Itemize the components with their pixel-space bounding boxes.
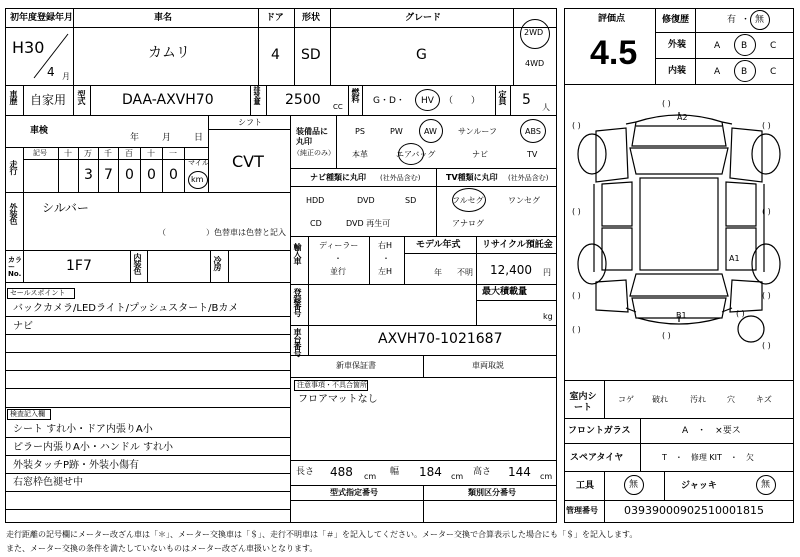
sales-point-line: バックカメラ/LEDライト/プッシュスタート/Bカメ — [13, 303, 239, 314]
max-load-unit: kg — [543, 312, 553, 321]
int-a: A — [714, 67, 721, 77]
repair-yes: 有 — [727, 15, 737, 25]
import-dot: ・ — [334, 254, 342, 263]
equip-airbag: エアバッグ — [396, 150, 436, 159]
jack-label: ジャッキ — [681, 481, 717, 491]
displacement-value: 2500 — [285, 92, 321, 108]
fuel-other: （ ） — [444, 96, 481, 106]
ext-c: C — [770, 41, 777, 51]
kind-label: 車歴 — [9, 90, 18, 104]
damage-a1-label: A1 — [729, 254, 740, 263]
chassis-label: 車台番号 — [293, 328, 302, 356]
svg-text:( ): ( ) — [662, 99, 671, 108]
displacement-label: 排気量 — [253, 86, 261, 104]
tools-value: 無 — [629, 480, 639, 490]
drive-2wd: 2WD — [524, 28, 544, 37]
exterior-color-value: シルバー — [42, 201, 89, 215]
model-year-unit: 年 — [434, 268, 442, 277]
equip-aw: AW — [424, 127, 437, 136]
fuel-hv: HV — [421, 96, 434, 106]
svg-text:( ): ( ) — [572, 207, 581, 216]
int-c: C — [770, 67, 777, 77]
ext-b: B — [741, 41, 748, 51]
digit-label-4: 十 — [147, 149, 155, 158]
tv-oneseg: ワンセグ — [508, 196, 540, 205]
tv-fullseg: フルセグ — [452, 196, 484, 205]
exterior-color-label: 外装色 — [9, 203, 18, 224]
recycle-label: リサイクル預託金 — [482, 240, 553, 250]
inspection-year-unit: 年 — [130, 133, 140, 143]
svg-text:( ): ( ) — [762, 207, 771, 216]
warranty-label: 新車保証書 — [336, 361, 376, 370]
seat-item: コゲ — [618, 395, 634, 404]
reg-month-value: 4 — [47, 65, 55, 79]
navi-type-label: ナビ種類に丸印 — [310, 173, 366, 182]
jack-value: 無 — [761, 480, 771, 490]
tools-label: 工具 — [576, 481, 595, 491]
damage-a2-label: A2 — [677, 113, 688, 122]
model-year-label: モデル年式 — [416, 240, 461, 250]
repair-no: 無 — [755, 15, 765, 25]
shift-label: シフト — [238, 118, 262, 127]
inspection-label: 車検 — [30, 126, 49, 136]
kind-value: 自家用 — [30, 93, 67, 107]
navi-hdd: HDD — [306, 196, 325, 205]
digit-label-5: 一 — [169, 149, 177, 158]
mileage-digit: 0 — [147, 167, 156, 183]
import-right-h: 右H — [378, 241, 393, 250]
width-label: 幅 — [390, 467, 400, 477]
shape-value: SD — [301, 47, 321, 63]
interior-color-label: 内装色 — [133, 253, 142, 274]
inspector-line: 右窓枠色褪せ中 — [13, 477, 83, 488]
tv-type-label: TV種類に丸印 — [446, 173, 498, 182]
digit-label-1: 万 — [84, 149, 92, 158]
mileage-digit: 7 — [104, 167, 113, 183]
max-load-label: 最大積載量 — [482, 287, 528, 297]
sales-point-label: セールスポイント — [10, 289, 66, 297]
model-year-unknown: 不明 — [457, 268, 473, 277]
km-unit: km — [191, 175, 204, 184]
svg-text:( ): ( ) — [572, 121, 581, 130]
repair-dot: ・ — [741, 15, 751, 25]
seat-item: 破れ — [652, 395, 668, 404]
class-num-label: 類別区分番号 — [468, 488, 516, 497]
import-label: 輸入車 — [293, 243, 302, 264]
equipment-sub: （純正のみ） — [293, 149, 335, 157]
inspection-month-unit: 月 — [162, 133, 172, 143]
capacity-label: 定員 — [498, 90, 507, 104]
seat-item: 汚れ — [690, 395, 706, 404]
equip-sunroof: サンルーフ — [458, 127, 497, 136]
import-dot: ・ — [382, 254, 390, 263]
reg-year-label: 初年度登録年月 — [10, 13, 74, 23]
score-value: 4.5 — [590, 34, 638, 72]
length-value: 488 — [330, 465, 353, 479]
footer-note-2: また、メーター交換の条件を満たしていないものはメーター改ざん車扱いとなります。 — [6, 544, 318, 553]
mileage-label: 走行 — [9, 160, 18, 174]
inspector-label: 検査記入欄 — [10, 410, 45, 418]
svg-text:( ): ( ) — [572, 291, 581, 300]
svg-text:( ): ( ) — [736, 309, 745, 318]
equip-tv: TV — [527, 150, 538, 159]
import-dealer: ディーラー — [319, 241, 359, 250]
cooling-label: 冷房 — [213, 256, 222, 270]
height-label: 高さ — [473, 467, 492, 477]
mileage-digit: 3 — [84, 167, 93, 183]
navi-dvd-play: DVD 再生可 — [346, 219, 391, 228]
seat-item: キズ — [756, 395, 772, 404]
color-code-value: 1F7 — [66, 258, 92, 274]
equip-ps: PS — [355, 127, 365, 136]
fuel-label: 燃料 — [351, 88, 360, 102]
car-name-value: カムリ — [148, 45, 190, 61]
interior-grade-label: 内装 — [668, 66, 687, 76]
height-unit: cm — [540, 472, 553, 481]
import-left-h: 左H — [378, 267, 393, 276]
seat-item: 穴 — [727, 395, 735, 404]
footer-note-1: 走行距離の記号欄にメーター改ざん車は「＊」、メーター交換車は「＄」、走行不明車は「＃」を記入してください。メーター交換で合算表示した場合にも「＄」を記入します。 — [6, 530, 638, 539]
recycle-unit: 円 — [543, 268, 551, 277]
equip-navi: ナビ — [472, 150, 488, 159]
svg-text:( ): ( ) — [572, 325, 581, 334]
shift-value: CVT — [232, 152, 264, 171]
sales-point-line: ナビ — [13, 321, 33, 332]
height-value: 144 — [508, 465, 531, 479]
exterior-grade-label: 外装 — [668, 40, 687, 50]
glass-label: フロントガラス — [568, 426, 631, 436]
seat-label: 室内シート — [569, 392, 597, 413]
fuel-options: G・D・ — [373, 96, 405, 106]
inspection-day-unit: 日 — [194, 133, 204, 143]
cc-unit: CC — [333, 103, 343, 111]
drive-4wd: 4WD — [525, 59, 545, 68]
svg-text:( ): ( ) — [662, 331, 671, 340]
ext-a: A — [714, 41, 721, 51]
reg-year-value: H30 — [12, 38, 45, 57]
door-label: ドア — [266, 13, 284, 23]
manual-label: 車両取説 — [472, 361, 504, 370]
repair-label: 修復歴 — [662, 15, 690, 25]
svg-text:( ): ( ) — [762, 291, 771, 300]
digit-label-2: 千 — [104, 149, 112, 158]
tv-analog: アナログ — [452, 219, 484, 228]
glass-value: A ・ ×要ス — [682, 426, 741, 436]
car-diagram — [566, 86, 792, 378]
int-b: B — [741, 67, 748, 77]
car-name-label: 車名 — [154, 13, 173, 23]
equip-pw: PW — [390, 127, 403, 136]
length-label: 長さ — [296, 467, 315, 477]
navi-sd: SD — [405, 196, 417, 205]
mile-unit: マイル — [188, 159, 209, 167]
navi-dvd: DVD — [357, 196, 375, 205]
score-label: 評価点 — [598, 14, 626, 24]
reg-number-label: 登録番号 — [293, 288, 302, 316]
color-code-label: カラーNo. — [8, 256, 22, 278]
grade-label: グレード — [405, 13, 442, 23]
reg-month-unit: 月 — [62, 72, 70, 81]
svg-text:( ): ( ) — [762, 341, 771, 350]
type-label: 型式 — [77, 90, 86, 104]
inspector-line: ピラー内張りA小・ハンドル すれ小 — [13, 442, 174, 453]
equip-leather: 本革 — [352, 150, 368, 159]
width-value: 184 — [419, 465, 442, 479]
navi-type-sub: (社外品含む) — [380, 174, 421, 182]
import-parallel: 並行 — [330, 267, 346, 276]
navi-cd: CD — [310, 219, 322, 228]
recycle-value: 12,400 — [490, 263, 532, 277]
tv-type-sub: (社外品含む) — [508, 174, 549, 182]
notes-value: フロアマットなし — [298, 394, 378, 405]
width-unit: cm — [451, 472, 464, 481]
length-unit: cm — [364, 472, 377, 481]
equip-abs: ABS — [525, 127, 541, 136]
model-value: DAA-AXVH70 — [122, 92, 214, 108]
spare-tire-value: T ・ 修理 KIT ・ 欠 — [662, 453, 754, 462]
equipment-label: 装備品に丸印 — [296, 127, 328, 147]
digit-label-0: 十 — [64, 149, 72, 158]
capacity-value: 5 — [522, 92, 531, 108]
shape-label: 形状 — [302, 13, 321, 23]
spare-tire-label: スペアタイヤ — [570, 453, 624, 463]
mgmt-label: 管理番号 — [566, 506, 598, 515]
notes-label: 注意事項・不具合箇所 — [297, 381, 367, 389]
digit-label-3: 百 — [125, 149, 133, 158]
inspector-line: 外装タッチP跡・外装小傷有 — [13, 460, 140, 471]
inspector-line: シート すれ小・ドア内張りA小 — [13, 424, 153, 435]
chassis-value: AXVH70-1021687 — [378, 331, 503, 347]
capacity-unit: 人 — [542, 103, 550, 112]
damage-b1-label: B1 — [676, 311, 687, 320]
svg-text:( ): ( ) — [762, 121, 771, 130]
door-value: 4 — [271, 47, 280, 63]
color-change-note: （ ）色替車は色替と記入 — [158, 228, 286, 237]
grade-value: G — [416, 47, 427, 63]
mileage-sign-label: 記号 — [33, 149, 47, 157]
mileage-digit: 0 — [169, 167, 178, 183]
type-num-label: 型式指定番号 — [330, 488, 378, 497]
mileage-digit: 0 — [125, 167, 134, 183]
mgmt-value: 03939000902510001815 — [624, 504, 764, 517]
